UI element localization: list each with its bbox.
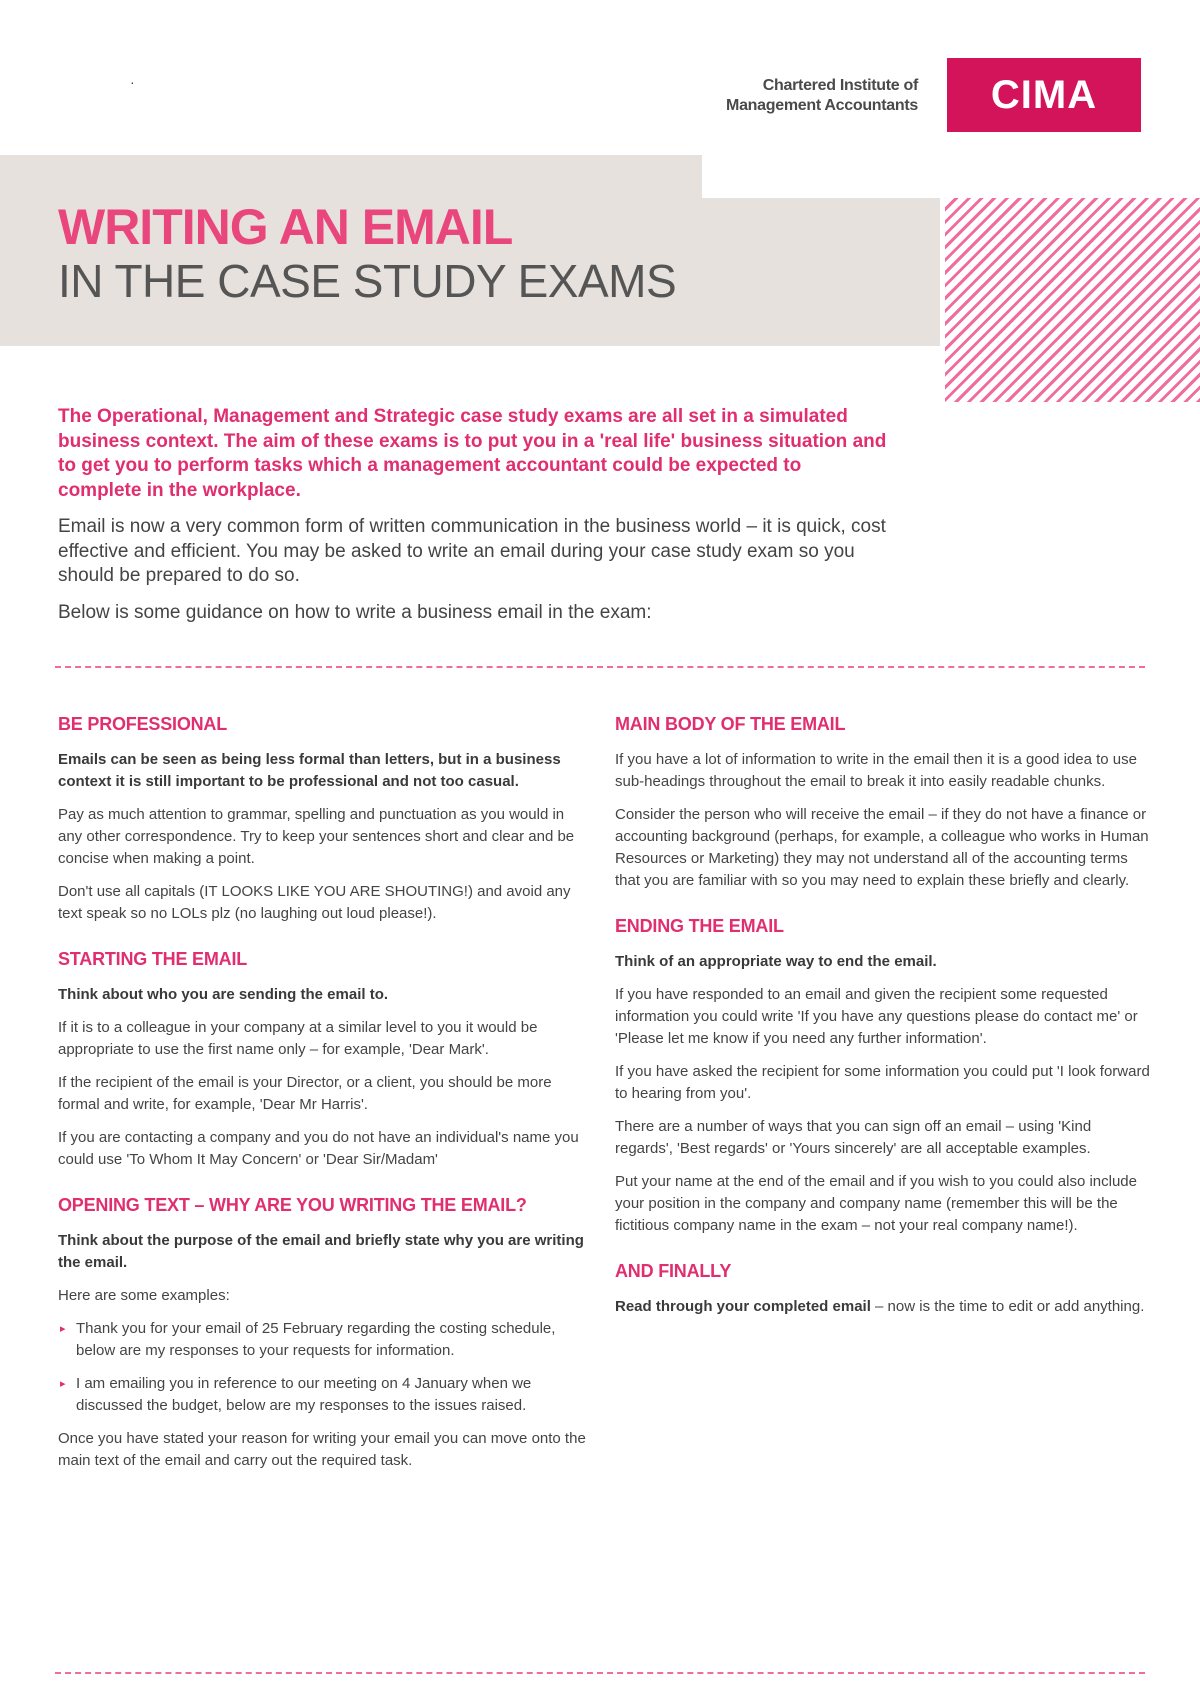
right-column [615, 714, 1150, 1342]
title-line-1: WRITING AN EMAIL [58, 199, 513, 255]
paragraph: Think about the purpose of the email and briefly state why you are writing the email. [58, 1232, 584, 1271]
divider-bottom [55, 1672, 1145, 1674]
paragraph: Emails can be seen as being less formal than letters, but in a business context it is still important to be professional and not too casual. [58, 751, 561, 790]
bold-lead: Read through your completed email [615, 1298, 871, 1315]
example-list [58, 1318, 590, 1417]
intro-section [58, 405, 888, 637]
title-band-top [0, 155, 702, 199]
list-item-text: Thank you for your email of 25 February regarding the costing schedule, below are my responses to your requests for information. [76, 1320, 556, 1359]
paragraph: Once you have stated your reason for writing your email you can move onto the main text of the email and carry out the required task. [58, 1430, 586, 1469]
paragraph: Pay as much attention to grammar, spelling and punctuation as you would in any other correspondence. Try to keep your sentences short and clear and be concise when making a point. [58, 806, 575, 867]
section-starting-the-email [58, 949, 590, 1171]
org-line-2: Management Accountants [726, 97, 918, 114]
bullet-arrow-icon: ▸ [60, 1378, 66, 1390]
org-line-1: Chartered Institute of [762, 77, 918, 94]
paragraph: Think of an appropriate way to end the email. [615, 953, 937, 970]
section-main-body [615, 714, 1150, 892]
section-be-professional [58, 714, 590, 925]
section-heading: AND FINALLY [615, 1261, 732, 1281]
hatch-pattern [945, 198, 1200, 402]
intro-paragraph-2: Below is some guidance on how to write a business email in the exam: [58, 601, 652, 623]
list-item [58, 1373, 590, 1417]
section-opening-text [58, 1195, 590, 1472]
intro-paragraph-1: Email is now a very common form of written communication in the business world – it is quick, cost effective and efficient. You may be asked to write an email during your case study exam so you should be prepared to do so. [58, 516, 886, 586]
paragraph: If you have a lot of information to write in the email then it is a good idea to use sub-headings throughout the email to break it into easily readable chunks. [615, 751, 1137, 790]
paragraph-rest: – now is the time to edit or add anything. [870, 1298, 1145, 1315]
paragraph: Consider the person who will receive the email – if they do not have a finance or accounting background (perhaps, for example, a colleague who works in Human Resources or Marketing) they may not understand all of the accounting terms that you are familiar with so you may need to explain these briefly and clearly. [615, 806, 1149, 889]
list-item-text: I am emailing you in reference to our meeting on 4 January when we discussed the budget, below are my responses to the issues raised. [76, 1375, 532, 1414]
paragraph: Put your name at the end of the email and if you wish to you could also include your position in the company and company name (remember this will be the fictitious company name in the exam – not your real company name!). [615, 1173, 1137, 1234]
section-heading: STARTING THE EMAIL [58, 949, 248, 969]
organisation-name [726, 76, 918, 116]
section-ending-the-email [615, 916, 1150, 1237]
list-item [58, 1318, 590, 1362]
stray-dot: · [130, 74, 135, 90]
section-heading: OPENING TEXT – WHY ARE YOU WRITING THE EMAIL? [58, 1195, 527, 1215]
divider-top [55, 666, 1145, 668]
paragraph: Think about who you are sending the email to. [58, 986, 389, 1003]
left-column [58, 714, 590, 1496]
paragraph: There are a number of ways that you can sign off an email – using 'Kind regards', 'Best regards' or 'Yours sincerely' are all acceptable examples. [615, 1118, 1092, 1157]
paragraph: Don't use all capitals (IT LOOKS LIKE YOU ARE SHOUTING!) and avoid any text speak so no LOLs plz (no laughing out loud please!). [58, 883, 571, 922]
paragraph: Here are some examples: [58, 1287, 230, 1304]
intro-lead: The Operational, Management and Strategic case study exams are all set in a simulated business context. The aim of these exams is to put you in a 'real life' business situation and to get you to perform tasks which a management accountant could be expected to complete in the workplace. [58, 406, 887, 501]
paragraph: If you have responded to an email and given the recipient some requested information you could write 'If you have any questions please do contact me' or 'Please let me know if you need any further information'. [615, 986, 1138, 1047]
cima-logo: CIMA [947, 58, 1141, 132]
paragraph: If you are contacting a company and you do not have an individual's name you could use 'To Whom It May Concern' or 'Dear Sir/Madam' [58, 1129, 579, 1168]
section-and-finally [615, 1261, 1150, 1318]
title-line-2: IN THE CASE STUDY EXAMS [58, 255, 677, 307]
paragraph: If it is to a colleague in your company at a similar level to you it would be appropriate to use the first name only – for example, 'Dear Mark'. [58, 1019, 538, 1058]
paragraph [615, 1296, 1150, 1318]
section-heading: MAIN BODY OF THE EMAIL [615, 714, 846, 734]
paragraph: If you have asked the recipient for some information you could put 'I look forward to hearing from you'. [615, 1063, 1150, 1102]
bullet-arrow-icon: ▸ [60, 1323, 66, 1335]
section-heading: ENDING THE EMAIL [615, 916, 784, 936]
section-heading: BE PROFESSIONAL [58, 714, 228, 734]
paragraph: If the recipient of the email is your Director, or a client, you should be more formal and write, for example, 'Dear Mr Harris'. [58, 1074, 552, 1113]
